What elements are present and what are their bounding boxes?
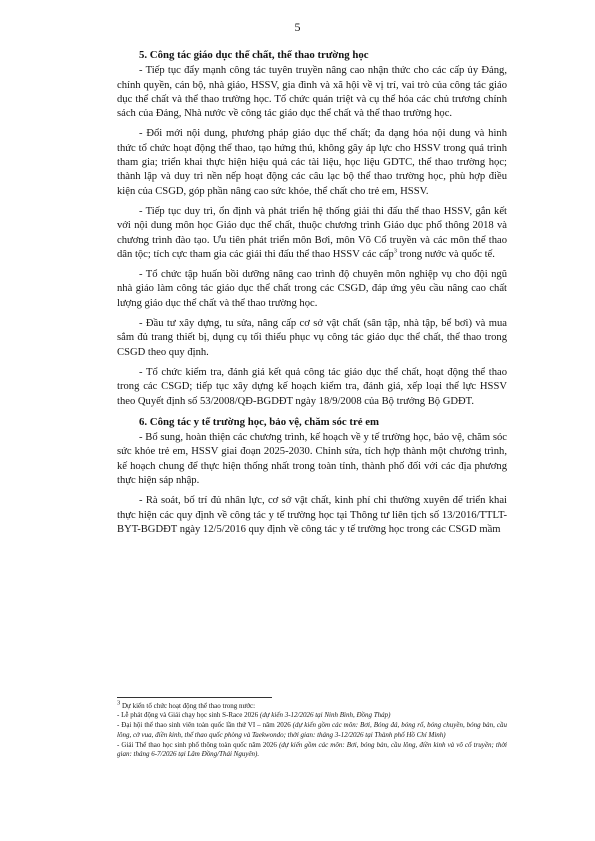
footnote-item-text: - Đại hội thể thao sinh viên toàn quốc lần thứ VI – năm 2026 bbox=[117, 721, 293, 730]
footnote-divider bbox=[117, 697, 272, 698]
paragraph: - Tổ chức kiểm tra, đánh giá kết quả công tác giáo dục thể chất, hoạt động thể thao trong các CSGD; tiếp tục xây dựng kế hoạch kiểm tra, đánh giá, xếp loại thể lực HSSV theo Quyết định số 53/2008/QĐ-BGDĐT ngày 18/9/2008 của Bộ trưởng Bộ GDĐT. bbox=[117, 366, 507, 407]
page-number: 5 bbox=[294, 20, 301, 34]
paragraph: - Tiếp tục đẩy mạnh công tác tuyên truyền nâng cao nhận thức cho các cấp ủy Đảng, chính quyền, cán bộ, nhà giáo, HSSV, gia đình và xã hội về vị trí, vai trò của công tác giáo dục thể chất và thể thao trường học. Tổ chức quán triệt và cụ thể hóa các chủ trương chính sách của Đảng, Nhà nước về công tác giáo dục thể chất và thể thao trường học. bbox=[117, 65, 507, 120]
footnote-marker[interactable]: 3 bbox=[393, 247, 398, 255]
footnote-item-detail: (dự kiến gồm các môn: Bơi, bóng bàn, cầu lông, điền kinh và võ cổ truyền; thời gian: tháng 6-7/2026 tại Lâm Đồng/Thái Nguyên). bbox=[117, 740, 507, 759]
footnote-intro-text: Dự kiến tổ chức hoạt động thể thao trong nước: bbox=[122, 702, 256, 710]
section-school-health bbox=[117, 415, 507, 537]
document-body bbox=[117, 48, 507, 543]
footnote-item-detail: (dự kiến 3-12/2026 tại Ninh Bình, Đồng Tháp) bbox=[259, 711, 391, 720]
footnote-item bbox=[117, 741, 507, 759]
paragraph bbox=[117, 205, 507, 262]
footnote-item bbox=[117, 711, 507, 720]
footnote-item-detail: (dự kiến gồm các môn: Bơi, Bóng đá, bóng rổ, bóng chuyền, bóng bàn, cầu lông, cờ vua, điền kinh, thể thao quốc phòng và Taekwondo; thời gian: tháng 3-12/2026 tại Thành phố Hồ Chí Minh) bbox=[117, 721, 507, 739]
paragraph: - Đầu tư xây dựng, tu sửa, nâng cấp cơ sở vật chất (sân tập, nhà tập, bể bơi) và mua sắm đủ trang thiết bị, dụng cụ tối thiểu phục vụ công tác giáo dục thể chất, thể thao trong CSGD theo quy định. bbox=[117, 318, 507, 358]
section-heading: 6. Công tác y tế trường học, bảo vệ, chăm sóc trẻ em bbox=[139, 415, 380, 428]
paragraph: - Đổi mới nội dung, phương pháp giáo dục thể chất; đa dạng hóa nội dung và hình thức tổ chức hoạt động thể thao, tạo hứng thú, không gây áp lực cho HSSV trong quá trình tham gia; triển khai thực hiện hiệu quả các tài liệu, học liệu GDTC, thể thao trường học; thành lập và duy trì nền nếp hoạt động các câu lạc bộ thể thao trường học, phù hợp điều kiện của CSGD, góp phần nâng cao sức khỏe, thể chất cho trẻ em, HSSV. bbox=[117, 128, 507, 197]
footnote-intro bbox=[117, 699, 507, 711]
paragraph-text: - Tiếp tục duy trì, ổn định và phát triển hệ thống giải thi đấu thể thao HSSV, gắn kết với nội dung môn học Giáo dục thể chất, thuộc chương trình Giáo dục phổ thông 2018 và chương trình đào tạo. Ưu tiên phát triển môn Bơi, môn Võ Cổ truyền và các môn thể thao dân tộc; tích cực tham gia các giải thi đấu thể thao HSSV các cấp bbox=[117, 205, 507, 260]
footnotes bbox=[117, 699, 507, 760]
paragraph: - Rà soát, bố trí đủ nhân lực, cơ sở vật chất, kinh phí chi thường xuyên để triển khai thực hiện các quy định về công tác y tế trường học tại Thông tư liên tịch số 13/2016/TTLT-BYT-BGDĐT ngày 12/5/2016 quy định về công tác y tế trường học trong các CSGD mầm bbox=[117, 495, 507, 535]
section-heading: 5. Công tác giáo dục thể chất, thể thao trường học bbox=[139, 49, 369, 61]
footnote-item bbox=[117, 721, 507, 739]
footnote-item-text: - Lễ phát động và Giải chạy học sinh S-Race 2026 bbox=[117, 711, 260, 720]
footnote-number: 3 bbox=[117, 699, 121, 707]
paragraph-text-tail: trong nước và quốc tế. bbox=[397, 248, 495, 260]
paragraph: - Bổ sung, hoàn thiện các chương trình, kế hoạch về y tế trường học, bảo vệ, chăm sóc sức khỏe trẻ em, HSSV giai đoạn 2025-2030. Chỉnh sửa, tích hợp thành một chương trình, kế hoạch chung để thực hiện thống nhất trong toàn tỉnh, thành phố đối với các địa phương thực hiện sáp nhập. bbox=[117, 432, 507, 487]
section-physical-education bbox=[117, 48, 507, 409]
footnote-item-text: - Giải Thể thao học sinh phổ thông toàn quốc năm 2026 bbox=[117, 740, 279, 749]
paragraph: - Tổ chức tập huấn bồi dưỡng nâng cao trình độ chuyên môn nghiệp vụ cho đội ngũ nhà giáo làm công tác giáo dục thể chất trong các CSGD, đáp ứng yêu cầu nâng cao chất lượng giáo dục thể chất và thể thao trường học. bbox=[117, 269, 507, 309]
